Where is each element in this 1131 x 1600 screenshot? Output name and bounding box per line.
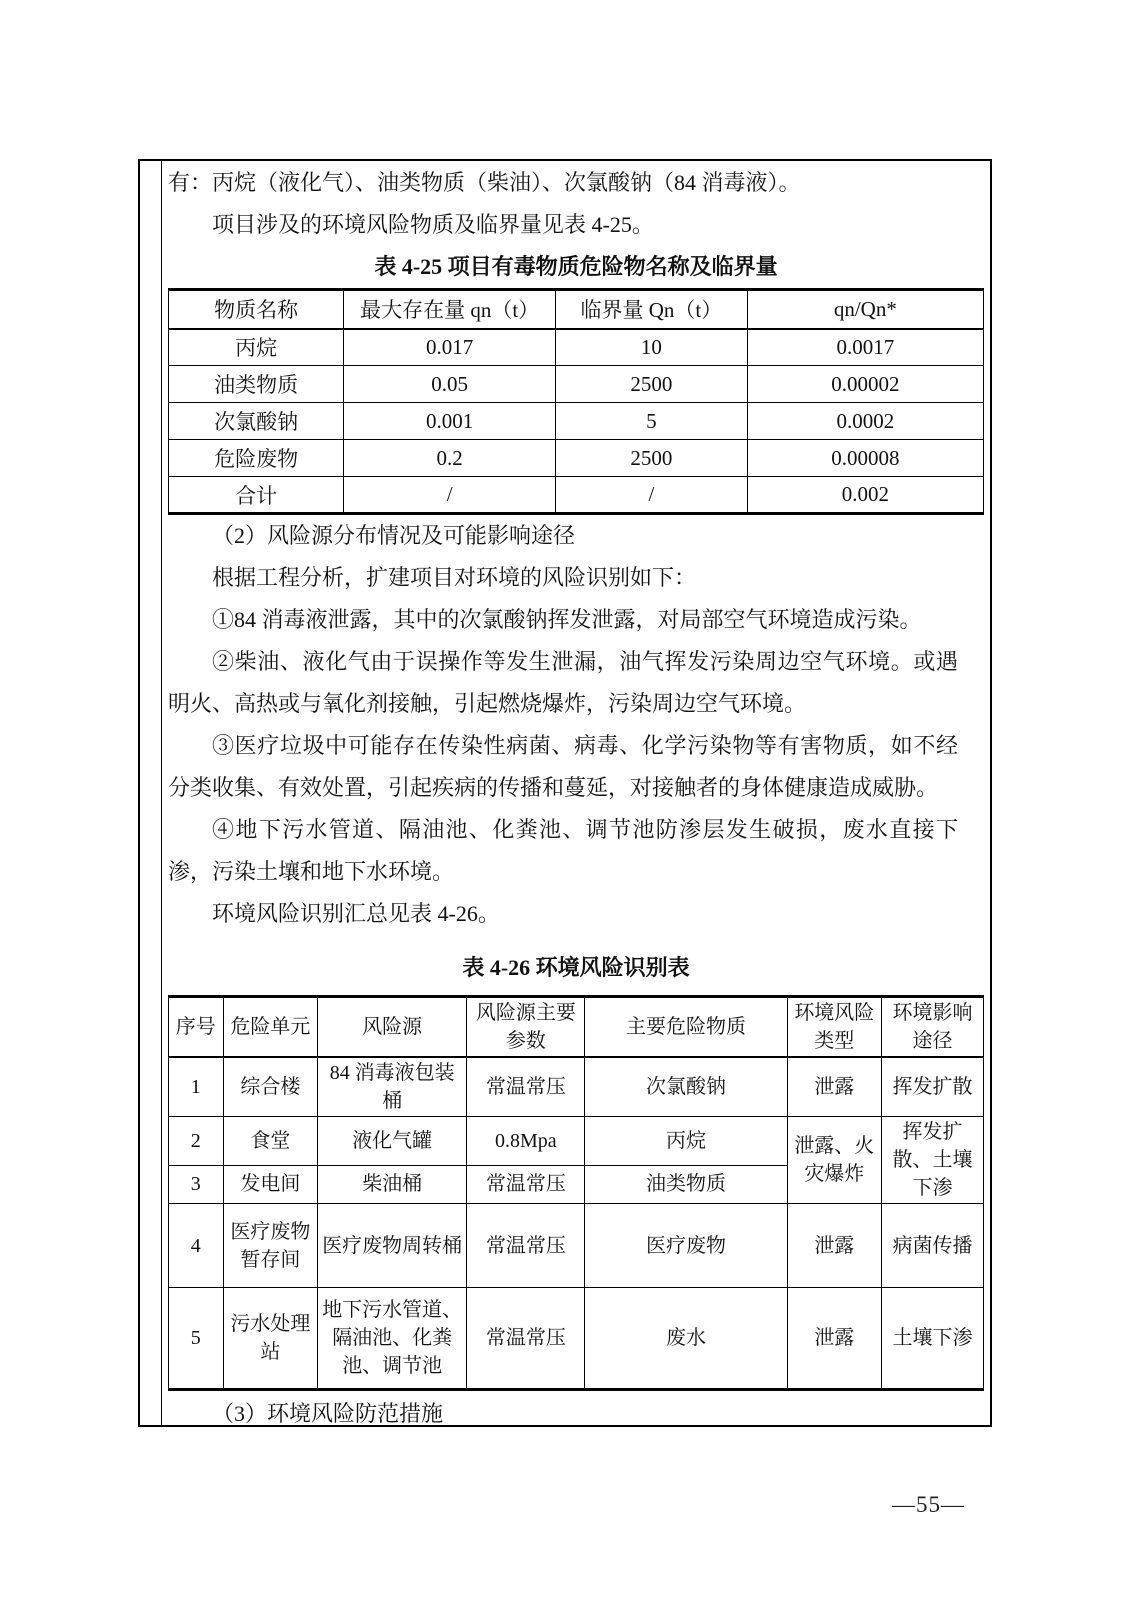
paragraph-analysis-intro: 根据工程分析，扩建项目对环境的风险识别如下： xyxy=(212,565,697,590)
table-cell: 丙烷 xyxy=(585,1117,787,1166)
header-cell: 序号 xyxy=(169,997,224,1058)
header-cell: 物质名称 xyxy=(169,290,344,329)
table-cell: 土壤下渗 xyxy=(882,1288,984,1390)
table-425-header xyxy=(169,290,984,329)
table-cell: 0.00008 xyxy=(747,440,983,477)
table-row xyxy=(169,440,984,477)
risk-identification-table xyxy=(168,995,984,1391)
table-cell: 柴油桶 xyxy=(318,1165,467,1203)
content-frame xyxy=(138,159,992,1427)
table-row xyxy=(169,403,984,440)
table-cell: 0.017 xyxy=(344,329,556,366)
table-cell: 医疗废物 xyxy=(585,1204,787,1288)
table-row xyxy=(169,329,984,366)
table-cell: 次氯酸钠 xyxy=(169,403,344,440)
table-row xyxy=(169,1057,984,1117)
header-cell: 临界量 Qn（t） xyxy=(556,290,748,329)
table-425-body xyxy=(169,329,984,514)
table-cell: / xyxy=(344,477,556,514)
page-number: —55— xyxy=(892,1492,965,1517)
table-cell: 合计 xyxy=(169,477,344,514)
table-cell: 0.8Mpa xyxy=(467,1117,585,1166)
table-cell: 4 xyxy=(169,1204,224,1288)
table-cell: 油类物质 xyxy=(169,366,344,403)
table-cell: 常温常压 xyxy=(467,1204,585,1288)
table-row xyxy=(169,1204,984,1288)
header-cell: 环境风险类型 xyxy=(787,997,882,1058)
table-426-caption: 表 4-26 环境风险识别表 xyxy=(462,955,690,980)
header-cell: 危险单元 xyxy=(223,997,318,1058)
toxic-substance-table xyxy=(168,288,984,515)
table-cell: 0.0017 xyxy=(747,329,983,366)
table-cell: 常温常压 xyxy=(467,1165,585,1203)
header-cell: 风险源 xyxy=(318,997,467,1058)
table-row xyxy=(169,477,984,514)
table-cell: 废水 xyxy=(585,1288,787,1390)
paragraph-risk-2: ②柴油、液化气由于误操作等发生泄漏，油气挥发污染周边空气环境。或遇明火、高热或与氧化剂接触，引起燃烧爆炸，污染周边空气环境。 xyxy=(168,649,958,716)
table-cell: 挥发扩散 xyxy=(882,1057,984,1117)
paragraph-risk-1: ①84 消毒液泄露，其中的次氯酸钠挥发泄露，对局部空气环境造成污染。 xyxy=(212,607,922,632)
paragraph-risk-4: ④地下污水管道、隔油池、化粪池、调节池防渗层发生破损，废水直接下渗，污染土壤和地下水环境。 xyxy=(168,817,958,884)
table-cell: 病菌传播 xyxy=(882,1204,984,1288)
table-cell: 医疗废物暂存间 xyxy=(223,1204,318,1288)
table-cell: 5 xyxy=(169,1288,224,1390)
table-cell: 泄露 xyxy=(787,1057,882,1117)
header-row xyxy=(169,290,984,329)
table-cell: 泄露 xyxy=(787,1204,882,1288)
table-425-caption: 表 4-25 项目有毒物质危险物名称及临界量 xyxy=(374,254,778,279)
table-cell: 综合楼 xyxy=(223,1057,318,1117)
table-cell: 丙烷 xyxy=(169,329,344,366)
table-426-body xyxy=(169,1057,984,1390)
table-cell: 2500 xyxy=(556,366,748,403)
table-cell: 0.00002 xyxy=(747,366,983,403)
header-cell: 风险源主要参数 xyxy=(467,997,585,1058)
table-cell: 3 xyxy=(169,1165,224,1203)
table-426-header xyxy=(169,997,984,1058)
table-cell: 10 xyxy=(556,329,748,366)
paragraph-intro: 有：丙烷（液化气）、油类物质（柴油）、次氯酸钠（84 消毒液）。 xyxy=(168,170,801,195)
paragraph-see-table-425: 项目涉及的环境风险物质及临界量见表 4-25。 xyxy=(212,212,654,237)
table-cell: 污水处理站 xyxy=(223,1288,318,1390)
table-cell: / xyxy=(556,477,748,514)
table-cell: 危险废物 xyxy=(169,440,344,477)
table-cell: 发电间 xyxy=(223,1165,318,1203)
table-cell: 常温常压 xyxy=(467,1288,585,1390)
paragraph-see-table-426: 环境风险识别汇总见表 4-26。 xyxy=(212,901,500,926)
content-area xyxy=(162,161,990,1425)
header-cell: 环境影响途径 xyxy=(882,997,984,1058)
header-row xyxy=(169,997,984,1058)
table-cell: 地下污水管道、隔油池、化粪池、调节池 xyxy=(318,1288,467,1390)
table-cell: 0.0002 xyxy=(747,403,983,440)
table-row xyxy=(169,1117,984,1166)
table-cell: 0.002 xyxy=(747,477,983,514)
table-cell: 5 xyxy=(556,403,748,440)
table-cell: 1 xyxy=(169,1057,224,1117)
header-cell: qn/Qn* xyxy=(747,290,983,329)
paragraph-section-3-heading: （3）环境风险防范措施 xyxy=(212,1401,444,1425)
table-cell: 泄露、火灾爆炸 xyxy=(787,1117,882,1204)
table-cell: 0.05 xyxy=(344,366,556,403)
table-cell: 常温常压 xyxy=(467,1057,585,1117)
table-cell: 84 消毒液包装桶 xyxy=(318,1057,467,1117)
table-cell: 0.2 xyxy=(344,440,556,477)
header-cell: 最大存在量 qn（t） xyxy=(344,290,556,329)
paragraph-risk-3: ③医疗垃圾中可能存在传染性病菌、病毒、化学污染物等有害物质，如不经分类收集、有效处置，引起疾病的传播和蔓延，对接触者的身体健康造成威胁。 xyxy=(168,733,958,800)
header-cell: 主要危险物质 xyxy=(585,997,787,1058)
table-row xyxy=(169,366,984,403)
table-cell: 油类物质 xyxy=(585,1165,787,1203)
table-cell: 液化气罐 xyxy=(318,1117,467,1166)
table-cell: 0.001 xyxy=(344,403,556,440)
paragraph-section-2-heading: （2）风险源分布情况及可能影响途径 xyxy=(212,523,576,548)
table-cell: 食堂 xyxy=(223,1117,318,1166)
frame-gutter xyxy=(140,161,162,1425)
table-cell: 2500 xyxy=(556,440,748,477)
table-cell: 次氯酸钠 xyxy=(585,1057,787,1117)
table-row xyxy=(169,1288,984,1390)
table-cell: 泄露 xyxy=(787,1288,882,1390)
table-cell: 医疗废物周转桶 xyxy=(318,1204,467,1288)
table-cell: 挥发扩散、土壤下渗 xyxy=(882,1117,984,1204)
table-cell: 2 xyxy=(169,1117,224,1166)
